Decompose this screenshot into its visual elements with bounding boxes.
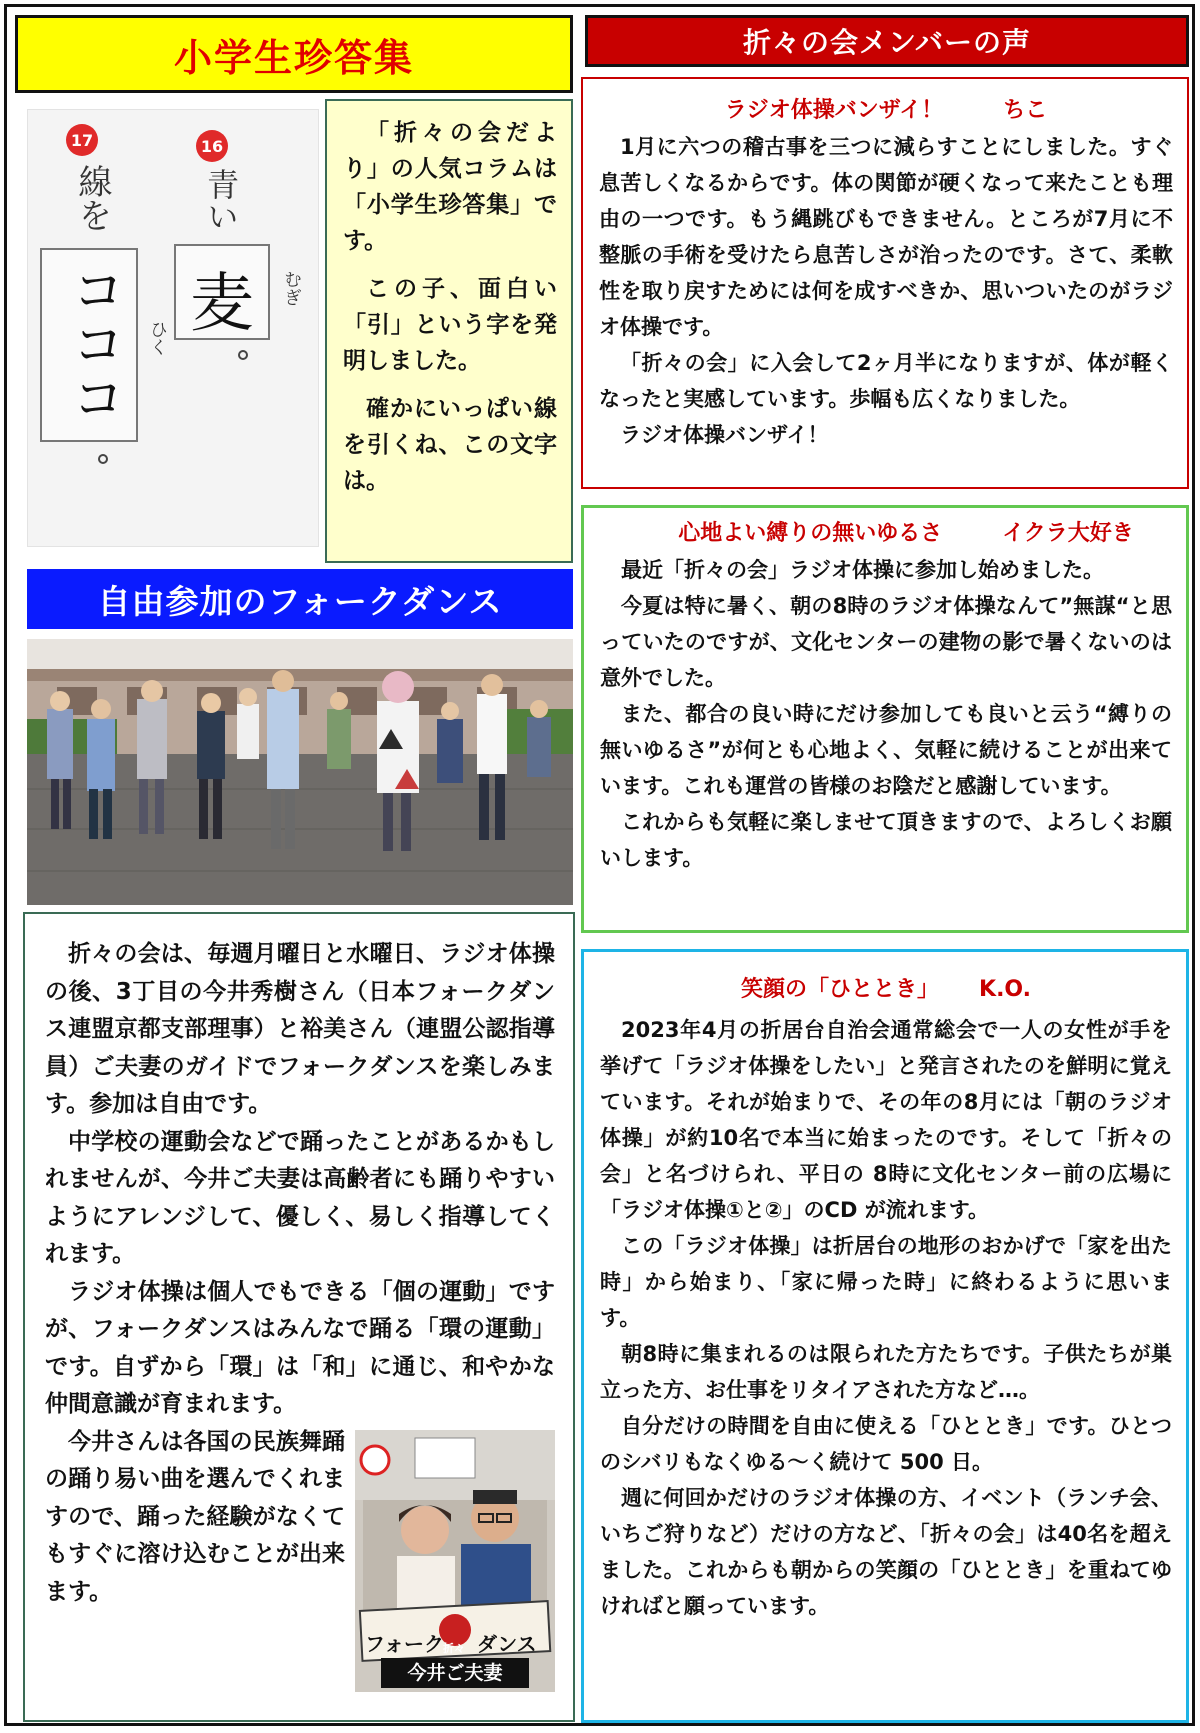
- voice-body: [599, 129, 1173, 453]
- voice-paragraph: 週に何回かだけのラジオ体操の方、イベント（ランチ会、いちご狩りなど）だけの方など、「折々の会」は40名を超えました。これからも朝からの笑顔の「ひととき」を重ねてゆければと願っています。: [600, 1486, 1172, 1618]
- folk-dance-article: [23, 912, 575, 1722]
- voice-title: 心地よい縛りの無いゆるさ: [678, 521, 943, 546]
- folk-dance-body: [45, 936, 555, 1684]
- voice-box-3: [581, 949, 1189, 1723]
- voice-author: ちこ: [1003, 98, 1048, 123]
- folk-dance-photo: [27, 639, 573, 905]
- voice-paragraph: また、都合の良い時にだけ参加しても良いと云う“縛りの無いゆるさ”が何とも心地よく、気軽に続けることが出来ています。これも運営の皆様のお陰だと感謝しています。: [600, 702, 1172, 798]
- voice-paragraph: この「ラジオ体操」は折居台の地形のおかげで「家を出た時」から始まり、「家に帰った時」に終わるように思います。: [600, 1234, 1172, 1330]
- question-number-17: 17: [66, 124, 98, 156]
- voice-paragraph: 1月に六つの稽古事を三つに減らすことにしました。すぐ息苦しくなるからです。体の関節が硬くなって来たことも理由の一つです。もう縄跳びもできません。ところが7月に不整脈の手術を受けたら息苦しさが治ったのです。さて、柔軟性を取り戻すためには何を成すべきか、思いついたのがラジオ体操です。: [599, 135, 1173, 339]
- note-paragraph: 確かにいっぱい線を引くね、この文字は。: [343, 396, 557, 494]
- voice-title-row: [600, 972, 1172, 1008]
- answer-box-16: [174, 244, 270, 340]
- period-mark: [238, 350, 248, 360]
- couple-caption: 今井ご夫妻: [407, 1662, 503, 1684]
- folk-dance-photo-illustration: [27, 639, 573, 905]
- voice-paragraph: 自分だけの時間を自由に使える「ひととき」です。ひとつのシバリもなくゆる～く続けて 500 日。: [600, 1414, 1172, 1474]
- sign-text-folk: フォーク: [365, 1632, 444, 1656]
- folk-dance-header: [27, 569, 573, 629]
- voice-paragraph: 朝8時に集まれるのは限られた方たちです。子供たちが巣立った方、お仕事をリタイアされた方など…。: [600, 1342, 1172, 1402]
- couple-sign: [355, 1618, 555, 1658]
- sign-text-dance: ダンス: [477, 1632, 537, 1656]
- voice-box-2: [581, 505, 1189, 933]
- ruby-hiku: ひく: [147, 320, 168, 356]
- question-16-text: 青い: [202, 168, 240, 232]
- answer-16-text: 麦: [190, 267, 254, 341]
- period-mark: [98, 454, 108, 464]
- note-paragraph: この子、面白い「引」という字を発明しました。: [343, 276, 557, 374]
- worksheet-image: [27, 109, 319, 547]
- voice-paragraph: 「折々の会」に入会して2ヶ月半になりますが、体が軽くなったと実感しています。歩幅も広くなりました。: [599, 351, 1173, 411]
- article-paragraph: 今井さんは各国の民族舞踊の踊り易い曲を選んでくれますので、踊った経験がなくてもすぐに溶け込むことが出来ます。: [45, 1428, 345, 1605]
- voice-title-row: [600, 516, 1172, 552]
- answer-17-text: コココ: [63, 262, 126, 424]
- question-number-16: 16: [196, 130, 228, 162]
- voice-paragraph: ラジオ体操バンザイ！: [620, 423, 829, 447]
- member-voices-title: 折々の会メンバーの声: [742, 26, 1032, 59]
- voice-title: 笑顔の「ひととき」: [741, 977, 940, 1002]
- kids-answers-note: [325, 99, 573, 563]
- newsletter-page: [4, 4, 1195, 1726]
- voice-paragraph: 最近「折々の会」ラジオ体操に参加し始めました。: [621, 558, 1104, 582]
- voice-body: [600, 1012, 1172, 1624]
- voice-title-row: [599, 93, 1173, 129]
- voice-author: K.O.: [979, 977, 1031, 1002]
- voice-body: [600, 552, 1172, 876]
- sign-logo-text: 折々: [443, 1642, 465, 1655]
- voice-title: ラジオ体操バンザイ！: [724, 98, 944, 123]
- question-17-text: 線を: [72, 164, 112, 232]
- article-paragraph: 中学校の運動会などで踊ったことがあるかもしれませんが、今井ご夫妻は高齢者にも踊りやすいようにアレンジして、優しく、易しく指導してくれます。: [45, 1128, 555, 1267]
- voice-author: イクラ大好き: [1002, 521, 1134, 546]
- voice-paragraph: これからも気軽に楽しませて頂きますので、よろしくお願いします。: [600, 810, 1172, 870]
- article-paragraph: 折々の会は、毎週月曜日と水曜日、ラジオ体操の後、3丁目の今井秀樹さん（日本フォークダンス連盟京都支部理事）と裕美さん（連盟公認指導員）ご夫妻のガイドでフォークダンスを楽しみます。参加は自由です。: [45, 941, 555, 1117]
- folk-dance-title: 自由参加のフォークダンス: [97, 581, 503, 621]
- note-paragraph: 「折々の会だより」の人気コラムは「小学生珍答集」です。: [343, 120, 557, 254]
- voice-paragraph: 今夏は特に暑く、朝の8時のラジオ体操なんて”無謀“と思っていたのですが、文化センターの建物の影で暑くないのは意外でした。: [600, 594, 1172, 690]
- article-paragraph: ラジオ体操は個人でもできる「個の運動」ですが、フォークダンスはみんなで踊る「環の運動」です。自ずから「環」は「和」に通じ、和やかな仲間意識が育まれます。: [45, 1278, 555, 1417]
- answer-box-17: [40, 248, 138, 442]
- ruby-mugi: むぎ: [281, 270, 302, 306]
- voice-paragraph: 2023年4月の折居台自治会通常総会で一人の女性が手を挙げて「ラジオ体操をしたい」と発言されたのを鮮明に覚えています。それが始まりで、その年の8月には「朝のラジオ体操」が約10名で本当に始まったのです。そして「折々の会」と名づけられ、平日の 8時に文化センター前の広場に「ラジオ体操①と②」のCD が流れます。: [600, 1018, 1172, 1222]
- kids-answers-header: [15, 15, 573, 93]
- member-voices-header: [585, 15, 1189, 67]
- kids-answers-title: 小学生珍答集: [173, 35, 414, 80]
- couple-photo: [355, 1430, 555, 1692]
- voice-box-1: [581, 77, 1189, 489]
